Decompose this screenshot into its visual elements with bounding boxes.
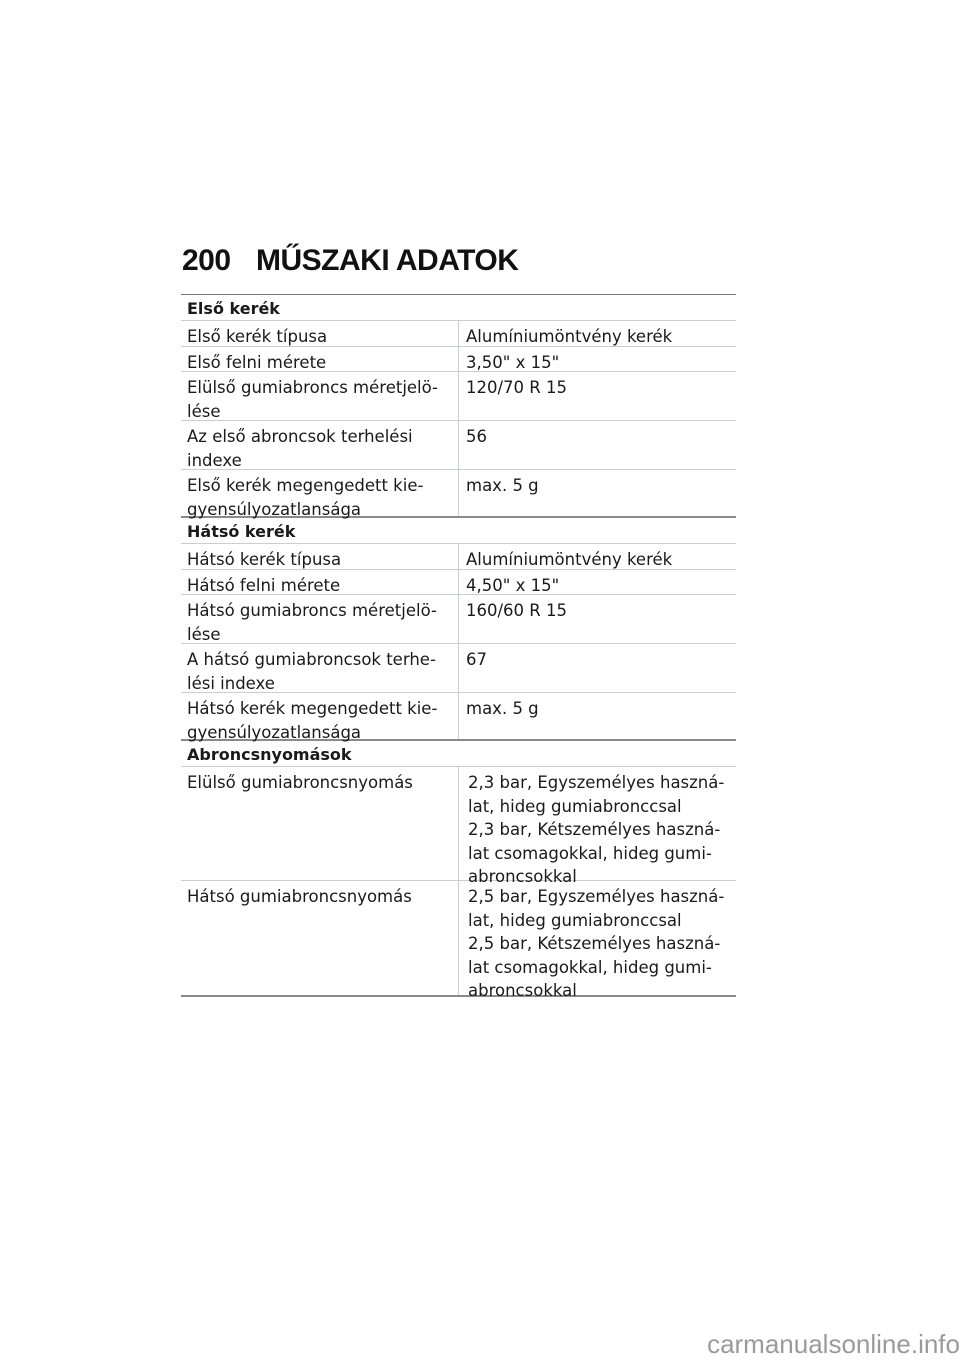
table-row [181,595,736,644]
row-label: Az első abroncsok terhelési indexe [187,427,413,470]
watermark: carmanualsonline.info [707,1329,960,1359]
table-row [181,470,736,518]
page-title: MŰSZAKI ADATOK [256,244,519,277]
table-row [181,347,736,372]
row-label: Hátsó gumiabroncs méretjelö- lése [187,601,437,644]
row-value: max. 5 g [466,476,539,495]
row-label: Első kerék megengedett kie- gyensúlyozatlansága [187,476,424,519]
row-label: Első kerék típusa [187,327,328,346]
row-value: 4,50" x 15" [466,576,560,595]
row-value: Alumíniumöntvény kerék [466,327,673,346]
row-label: Elülső gumiabroncsnyomás [187,773,413,792]
table-row [181,372,736,421]
row-value: 160/60 R 15 [466,601,567,620]
row-label: Elülső gumiabroncs méretjelö- lése [187,378,438,421]
row-value: 120/70 R 15 [466,378,567,397]
table-row [181,421,736,470]
row-value: 56 [466,427,487,446]
table-row [181,570,736,595]
table-row [181,767,736,886]
row-value: 2,5 bar, Egyszemélyes haszná- lat, hideg gumiabronccsal 2,5 bar, Kétszemélyes haszná- lat csomagokkal, hideg gumi- abroncsokkal [468,887,725,1000]
row-value: 67 [466,650,487,669]
table-row [181,544,736,570]
row-value: 2,3 bar, Egyszemélyes haszná- lat, hideg gumiabronccsal 2,3 bar, Kétszemélyes haszná- lat csomagokkal, hideg gumi- abroncsokkal [468,773,725,886]
table-row [181,693,736,741]
table-row [181,644,736,693]
spec-table [181,294,736,1000]
row-label: Első felni mérete [187,353,327,372]
row-value: max. 5 g [466,699,539,718]
row-label: Hátsó kerék megengedett kie- gyensúlyozatlansága [187,699,438,742]
row-value: Alumíniumöntvény kerék [466,550,673,569]
page-number: 200 [182,244,231,277]
section-header-rear-wheel: Hátsó kerék [181,518,736,544]
section-header-front-wheel: Első kerék [181,295,736,321]
row-label: Hátsó gumiabroncsnyomás [187,887,412,906]
section-header-tire-pressures: Abroncsnyomások [181,741,736,767]
table-row [181,321,736,347]
row-label: Hátsó felni mérete [187,576,341,595]
row-label: Hátsó kerék típusa [187,550,342,569]
row-value: 3,50" x 15" [466,353,560,372]
table-row [181,881,736,1000]
row-label: A hátsó gumiabroncsok terhe- lési indexe [187,650,436,693]
